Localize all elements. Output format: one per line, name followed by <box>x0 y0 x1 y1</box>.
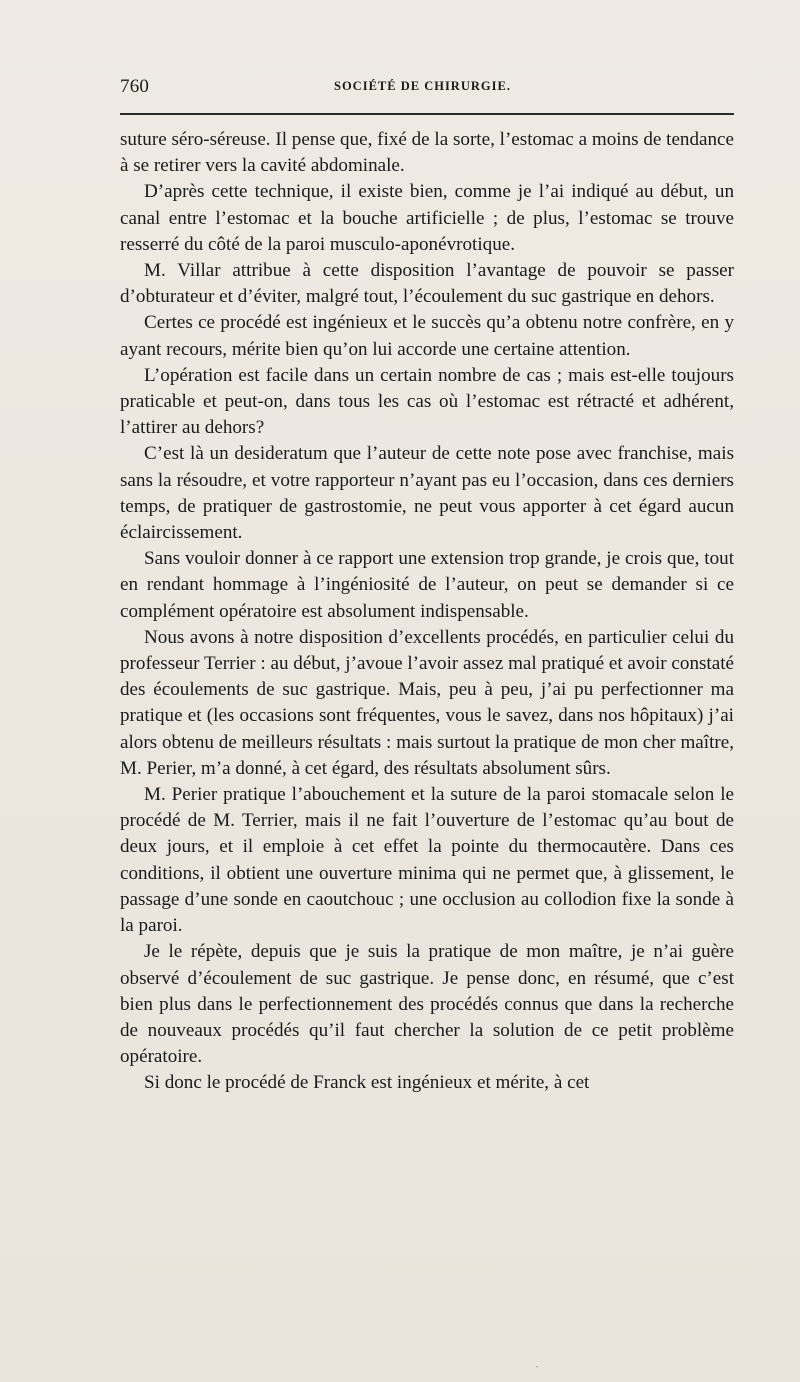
paragraph-1: suture séro-séreuse. Il pense que, fixé de la sorte, l’estomac a moins de tendance à se retirer vers la cavité abdominale. <box>120 129 734 177</box>
page-number: 760 <box>120 76 150 97</box>
body-text <box>120 127 734 1097</box>
paragraph-8: Nous avons à notre disposition d’excellents procédés, en particulier celui du professeur Terrier : au début, j’avoue l’avoir assez mal pratiqué et avoir constaté des écoulements de suc gastrique. Mais, peu à peu, j’ai pu perfectionner ma pratique et (les occasions sont fréquentes, vous le savez, dans nos hôpitaux) j’ai alors obtenu de meilleurs résultats : mais surtout la pratique de mon cher maître, M. Perier, m’a donné, à cet égard, des résultats absolument sûrs. <box>120 626 734 779</box>
paragraph-10: Je le répète, depuis que je suis la pratique de mon maître, je n’ai guère observé d’écoulement de suc gastrique. Je pense donc, en résumé, que c’est bien plus dans le perfectionnement des procédés connus que dans la recherche de nouveaux procédés qu’il faut chercher la solution de ce petit problème opératoire. <box>120 941 734 1068</box>
paragraph-6: C’est là un desideratum que l’auteur de cette note pose avec franchise, mais sans la résoudre, et votre rapporteur n’ayant pas eu l’occasion, dans ces derniers temps, de pratiquer de gastrostomie, ne peut vous apporter à cet égard aucun éclaircissement. <box>120 443 734 544</box>
paragraph-11: Si donc le procédé de Franck est ingénieux et mérite, à cet <box>144 1072 590 1094</box>
paragraph-5: L’opération est facile dans un certain nombre de cas ; mais est-elle toujours praticable et peut-on, dans tous les cas où l’estomac est rétracté et adhérent, l’attirer au dehors? <box>120 364 734 439</box>
paragraph-2: D’après cette technique, il existe bien, comme je l’ai indiqué au début, un canal entre l’estomac et la bouche artificielle ; de plus, l’estomac se trouve resserré du côté de la paroi musculo-aponévrotique. <box>120 181 734 255</box>
paragraph-4: Certes ce procédé est ingénieux et le succès qu’a obtenu notre confrère, en y ayant recours, mérite bien qu’on lui accorde une certaine attention. <box>120 312 734 360</box>
paragraph-3: M. Villar attribue à cette disposition l’avantage de pouvoir se passer d’obturateur et d’éviter, malgré tout, l’écoulement du suc gastrique en dehors. <box>120 260 734 308</box>
header-rule <box>120 113 734 115</box>
page-header <box>120 76 734 100</box>
paragraph-9: M. Perier pratique l’abouchement et la suture de la paroi stomacale selon le procédé de M. Terrier, mais il ne fait l’ouverture de l’estomac qu’au bout de deux jours, et il emploie à cet effet la pointe du thermocautère. Dans ces conditions, il obtient une ouverture minima qui ne permet que, à glissement, le passage d’une sonde en caoutchouc ; une occlusion au collodion fixe la sonde à la paroi. <box>120 784 734 937</box>
paragraph-7: Sans vouloir donner à ce rapport une extension trop grande, je crois que, tout en rendant hommage à l’ingéniosité de l’auteur, on peut se demander si ce complément opératoire est absolument indispensable. <box>120 548 734 622</box>
running-head: SOCIÉTÉ DE CHIRURGIE. <box>334 79 511 93</box>
footer-speck: ˏ <box>535 1356 539 1368</box>
